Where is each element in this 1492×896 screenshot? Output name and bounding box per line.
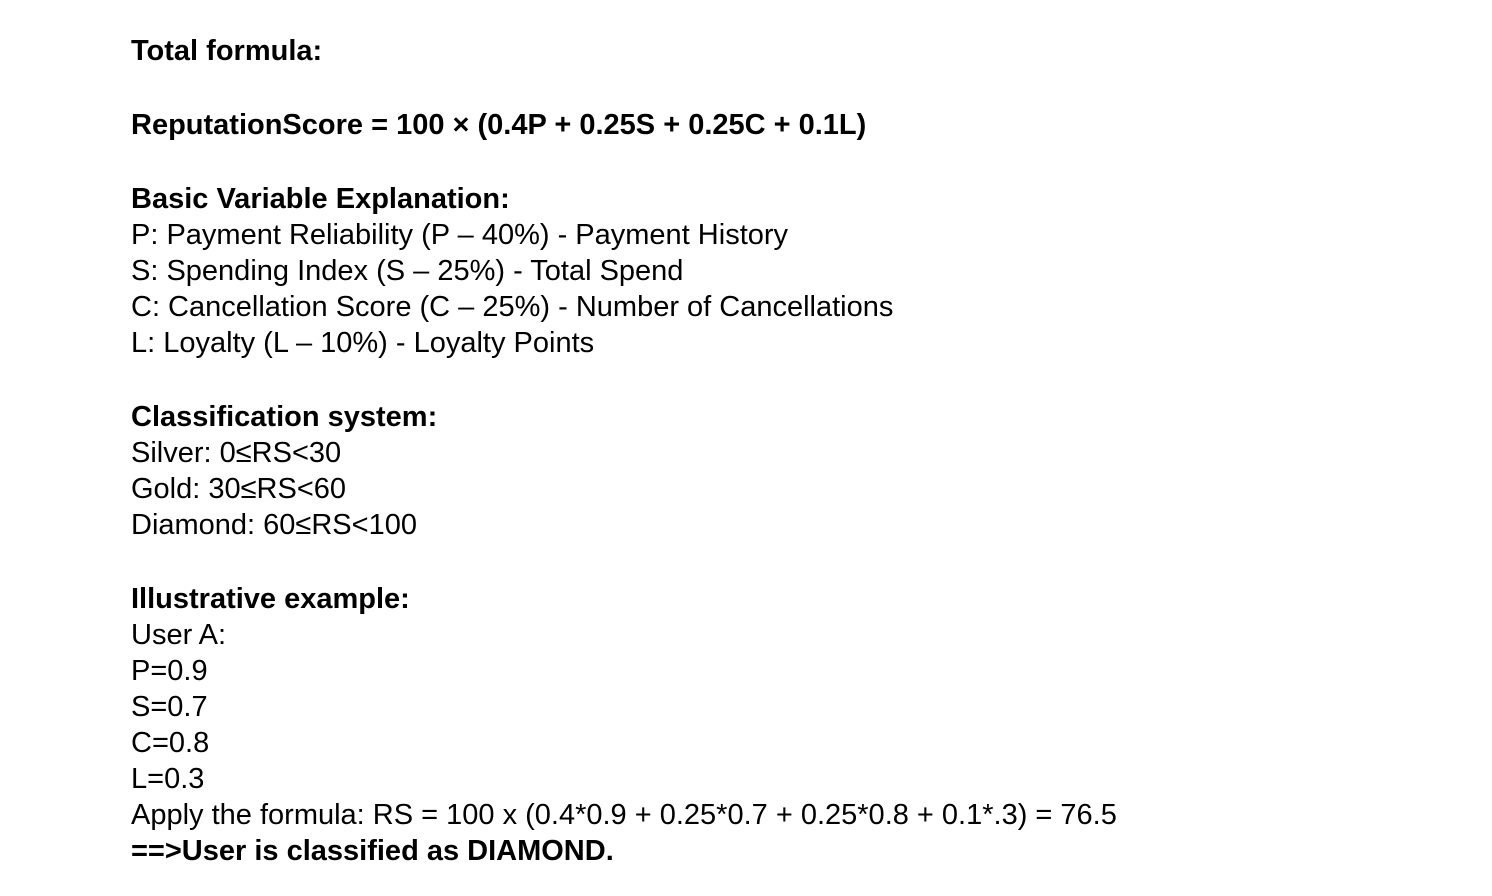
- classification-heading: Classification system:: [131, 401, 438, 433]
- example-user: User A:: [131, 619, 227, 651]
- spacer: [131, 69, 1117, 107]
- tier-silver: Silver: 0≤RS<30: [131, 437, 342, 469]
- example-value-p: P=0.9: [131, 655, 208, 687]
- document-body: [131, 33, 1117, 869]
- spacer: [131, 361, 1117, 399]
- example-value-c: C=0.8: [131, 727, 210, 759]
- variables-heading: Basic Variable Explanation:: [131, 183, 510, 215]
- example-value-l: L=0.3: [131, 763, 205, 795]
- variable-item-l: L: Loyalty (L – 10%) - Loyalty Points: [131, 327, 595, 359]
- tier-gold: Gold: 30≤RS<60: [131, 473, 347, 505]
- variable-item-c: C: Cancellation Score (C – 25%) - Number of Cancellations: [131, 291, 894, 323]
- example-heading: Illustrative example:: [131, 583, 410, 615]
- spacer: [131, 143, 1117, 181]
- reputation-formula: ReputationScore = 100 × (0.4P + 0.25S + 0.25C + 0.1L): [131, 109, 867, 141]
- variable-item-p: P: Payment Reliability (P – 40%) - Payment History: [131, 219, 789, 251]
- total-formula-heading: Total formula:: [131, 35, 323, 67]
- example-value-s: S=0.7: [131, 691, 208, 723]
- tier-diamond: Diamond: 60≤RS<100: [131, 509, 417, 541]
- example-calculation: Apply the formula: RS = 100 x (0.4*0.9 + 0.25*0.7 + 0.25*0.8 + 0.1*.3) = 76.5: [131, 799, 1117, 831]
- example-result: ==>User is classified as DIAMOND.: [131, 835, 614, 867]
- spacer: [131, 543, 1117, 581]
- variable-item-s: S: Spending Index (S – 25%) - Total Spend: [131, 255, 684, 287]
